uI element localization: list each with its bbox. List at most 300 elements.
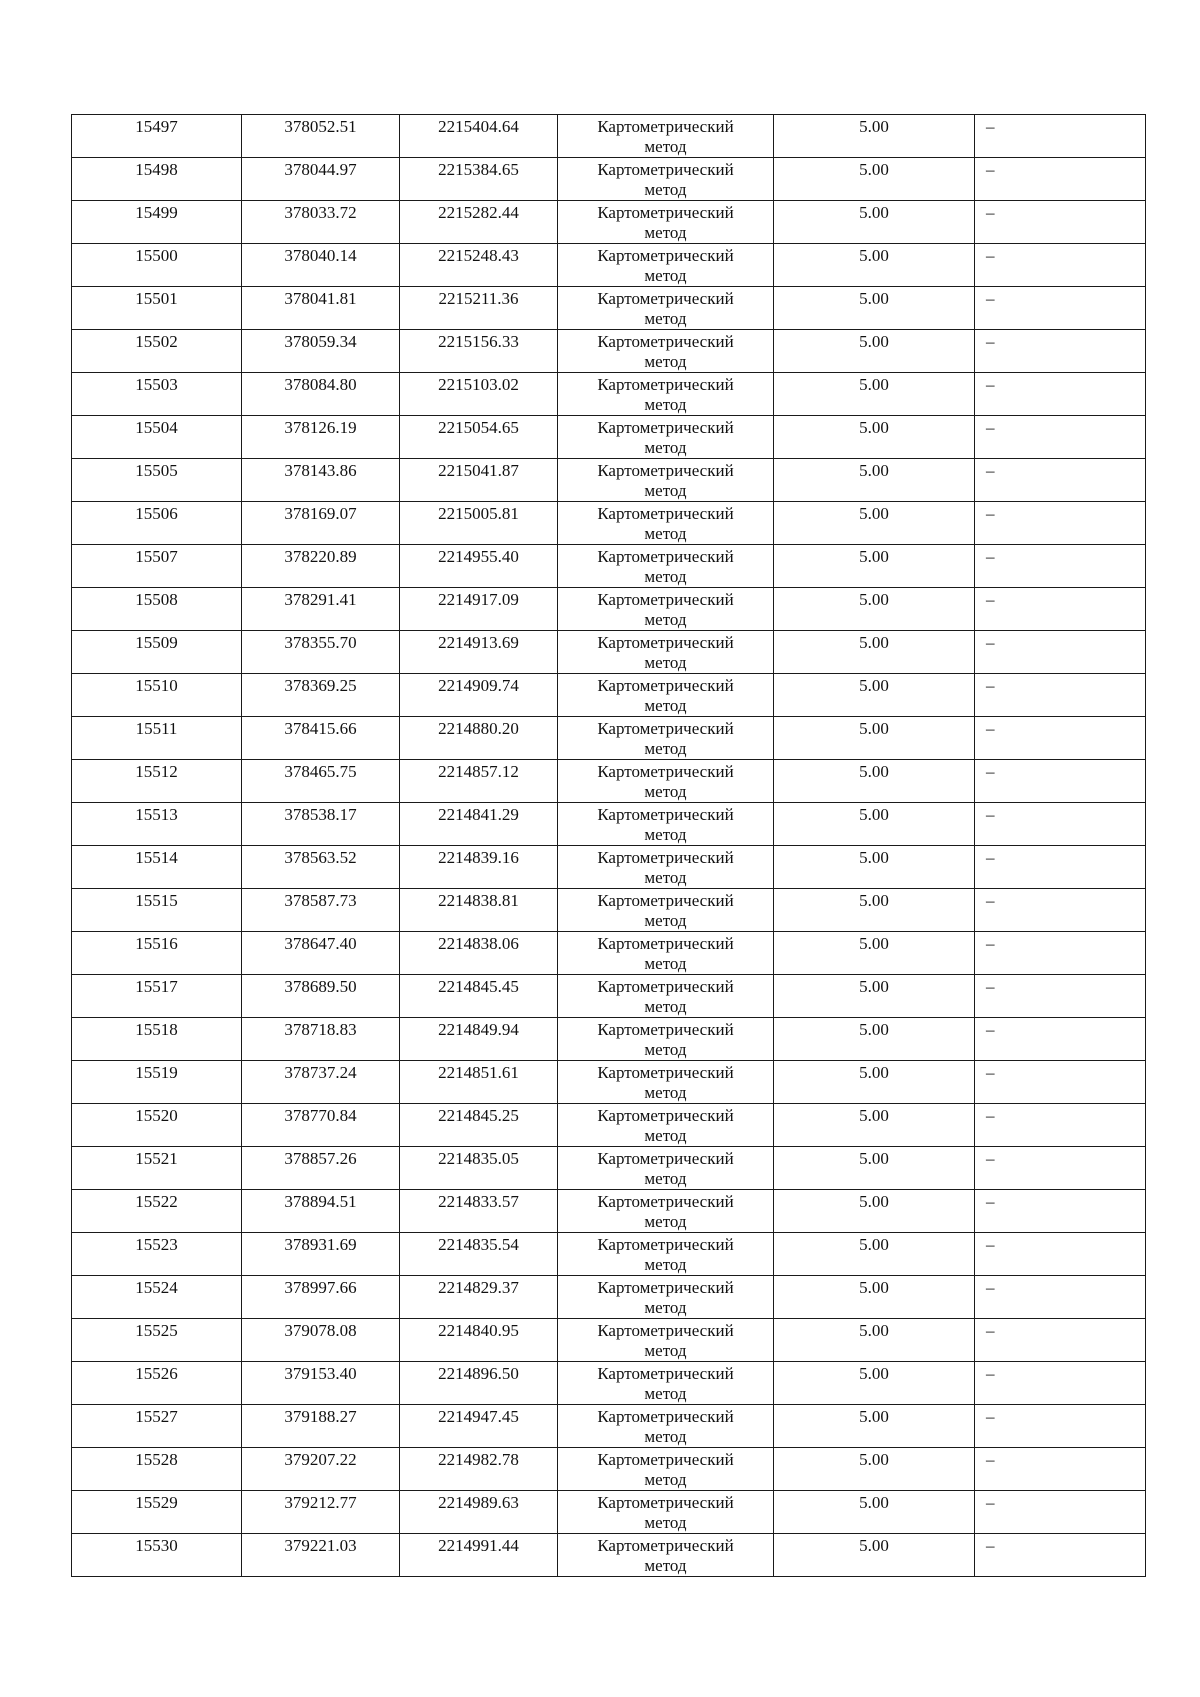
- point-number-cell: [72, 846, 242, 889]
- method-line-2: метод: [644, 1126, 687, 1145]
- x-coordinate-cell: [242, 545, 400, 588]
- x-coordinate-cell-text: 378931.69: [284, 1235, 357, 1254]
- method-line-1: Картометрический: [597, 1235, 734, 1254]
- method-cell: [558, 416, 774, 459]
- note-cell: [975, 416, 1146, 459]
- y-coordinate-cell-text: 2214835.05: [438, 1149, 519, 1168]
- point-number-cell: [72, 502, 242, 545]
- method-line-1: Картометрический: [597, 805, 734, 824]
- method-cell: [558, 373, 774, 416]
- method-cell: [558, 502, 774, 545]
- point-number-cell: [72, 1405, 242, 1448]
- table-row: [72, 330, 1146, 373]
- point-number-cell: [72, 1362, 242, 1405]
- x-coordinate-cell-text: 378355.70: [284, 633, 357, 652]
- accuracy-cell: [774, 158, 975, 201]
- accuracy-cell-text: 5.00: [859, 1450, 889, 1469]
- method-text: [558, 1534, 773, 1576]
- note-cell-text: –: [986, 1364, 995, 1383]
- accuracy-cell: [774, 760, 975, 803]
- table-row: [72, 674, 1146, 717]
- x-coordinate-cell-text: 378059.34: [284, 332, 357, 351]
- x-coordinate-cell: [242, 588, 400, 631]
- y-coordinate-cell: [400, 889, 558, 932]
- method-line-1: Картометрический: [597, 289, 734, 308]
- x-coordinate-cell-text: 379221.03: [284, 1536, 357, 1555]
- x-coordinate-cell-text: 378647.40: [284, 934, 357, 953]
- method-line-1: Картометрический: [597, 590, 734, 609]
- x-coordinate-cell: [242, 846, 400, 889]
- table-row: [72, 1534, 1146, 1577]
- point-number-cell-text: 15520: [135, 1106, 178, 1125]
- note-cell-text: –: [986, 1235, 995, 1254]
- method-line-2: метод: [644, 782, 687, 801]
- x-coordinate-cell-text: 379153.40: [284, 1364, 357, 1383]
- method-line-1: Картометрический: [597, 1321, 734, 1340]
- y-coordinate-cell: [400, 330, 558, 373]
- method-text: [558, 1061, 773, 1103]
- accuracy-cell: [774, 975, 975, 1018]
- y-coordinate-cell: [400, 760, 558, 803]
- table-row: [72, 760, 1146, 803]
- method-text: [558, 932, 773, 974]
- method-line-2: метод: [644, 309, 687, 328]
- note-cell-text: –: [986, 1321, 995, 1340]
- x-coordinate-cell: [242, 889, 400, 932]
- method-line-1: Картометрический: [597, 504, 734, 523]
- y-coordinate-cell-text: 2214838.81: [438, 891, 519, 910]
- x-coordinate-cell: [242, 1534, 400, 1577]
- table-row: [72, 803, 1146, 846]
- x-coordinate-cell-text: 378689.50: [284, 977, 357, 996]
- method-text: [558, 373, 773, 415]
- accuracy-cell-text: 5.00: [859, 1364, 889, 1383]
- method-text: [558, 330, 773, 372]
- y-coordinate-cell: [400, 158, 558, 201]
- y-coordinate-cell: [400, 1362, 558, 1405]
- point-number-cell: [72, 631, 242, 674]
- method-line-2: метод: [644, 223, 687, 242]
- accuracy-cell-text: 5.00: [859, 1106, 889, 1125]
- accuracy-cell-text: 5.00: [859, 1020, 889, 1039]
- method-text: [558, 803, 773, 845]
- point-number-cell-text: 15529: [135, 1493, 178, 1512]
- x-coordinate-cell-text: 378465.75: [284, 762, 357, 781]
- y-coordinate-cell-text: 2215282.44: [438, 203, 519, 222]
- method-line-2: метод: [644, 610, 687, 629]
- y-coordinate-cell-text: 2215005.81: [438, 504, 519, 523]
- note-cell-text: –: [986, 160, 995, 179]
- note-cell: [975, 287, 1146, 330]
- method-line-2: метод: [644, 911, 687, 930]
- table-row: [72, 1147, 1146, 1190]
- note-cell: [975, 1104, 1146, 1147]
- x-coordinate-cell-text: 378997.66: [284, 1278, 357, 1297]
- table-row: [72, 932, 1146, 975]
- y-coordinate-cell: [400, 373, 558, 416]
- y-coordinate-cell-text: 2215211.36: [438, 289, 519, 308]
- method-text: [558, 717, 773, 759]
- y-coordinate-cell-text: 2214857.12: [438, 762, 519, 781]
- x-coordinate-cell: [242, 760, 400, 803]
- method-line-2: метод: [644, 352, 687, 371]
- point-number-cell: [72, 1276, 242, 1319]
- method-line-2: метод: [644, 1255, 687, 1274]
- method-cell: [558, 846, 774, 889]
- point-number-cell-text: 15510: [135, 676, 178, 695]
- y-coordinate-cell: [400, 545, 558, 588]
- method-line-1: Картометрический: [597, 375, 734, 394]
- y-coordinate-cell-text: 2214880.20: [438, 719, 519, 738]
- method-cell: [558, 1190, 774, 1233]
- point-number-cell-text: 15530: [135, 1536, 178, 1555]
- y-coordinate-cell: [400, 502, 558, 545]
- y-coordinate-cell: [400, 588, 558, 631]
- table-row: [72, 1104, 1146, 1147]
- y-coordinate-cell-text: 2214845.45: [438, 977, 519, 996]
- y-coordinate-cell-text: 2214838.06: [438, 934, 519, 953]
- table-body: [72, 115, 1146, 1577]
- point-number-cell-text: 15511: [135, 719, 178, 738]
- point-number-cell: [72, 803, 242, 846]
- y-coordinate-cell-text: 2214947.45: [438, 1407, 519, 1426]
- x-coordinate-cell: [242, 1319, 400, 1362]
- method-line-2: метод: [644, 1384, 687, 1403]
- note-cell: [975, 115, 1146, 158]
- accuracy-cell: [774, 1319, 975, 1362]
- point-number-cell-text: 15524: [135, 1278, 178, 1297]
- note-cell: [975, 846, 1146, 889]
- accuracy-cell: [774, 330, 975, 373]
- method-cell: [558, 1362, 774, 1405]
- point-number-cell-text: 15513: [135, 805, 178, 824]
- y-coordinate-cell: [400, 1061, 558, 1104]
- method-cell: [558, 287, 774, 330]
- note-cell-text: –: [986, 289, 995, 308]
- method-line-2: метод: [644, 524, 687, 543]
- method-line-2: метод: [644, 481, 687, 500]
- accuracy-cell: [774, 1448, 975, 1491]
- note-cell: [975, 674, 1146, 717]
- method-line-2: метод: [644, 438, 687, 457]
- note-cell: [975, 1319, 1146, 1362]
- x-coordinate-cell-text: 378538.17: [284, 805, 357, 824]
- note-cell: [975, 373, 1146, 416]
- x-coordinate-cell: [242, 1491, 400, 1534]
- accuracy-cell-text: 5.00: [859, 762, 889, 781]
- method-text: [558, 760, 773, 802]
- table-row: [72, 1190, 1146, 1233]
- accuracy-cell: [774, 459, 975, 502]
- point-number-cell-text: 15504: [135, 418, 178, 437]
- method-line-2: метод: [644, 395, 687, 414]
- point-number-cell: [72, 1147, 242, 1190]
- method-text: [558, 1362, 773, 1404]
- note-cell-text: –: [986, 246, 995, 265]
- y-coordinate-cell: [400, 1104, 558, 1147]
- x-coordinate-cell-text: 378563.52: [284, 848, 357, 867]
- point-number-cell-text: 15497: [135, 117, 178, 136]
- table-row: [72, 1448, 1146, 1491]
- method-text: [558, 975, 773, 1017]
- point-number-cell-text: 15521: [135, 1149, 178, 1168]
- method-line-2: метод: [644, 997, 687, 1016]
- accuracy-cell-text: 5.00: [859, 117, 889, 136]
- method-text: [558, 846, 773, 888]
- x-coordinate-cell: [242, 287, 400, 330]
- method-cell: [558, 158, 774, 201]
- method-cell: [558, 1147, 774, 1190]
- note-cell: [975, 1061, 1146, 1104]
- method-cell: [558, 1534, 774, 1577]
- method-text: [558, 1233, 773, 1275]
- method-line-1: Картометрический: [597, 117, 734, 136]
- accuracy-cell-text: 5.00: [859, 160, 889, 179]
- accuracy-cell: [774, 1190, 975, 1233]
- table-row: [72, 1276, 1146, 1319]
- accuracy-cell: [774, 1233, 975, 1276]
- accuracy-cell: [774, 545, 975, 588]
- accuracy-cell: [774, 1104, 975, 1147]
- point-number-cell: [72, 1534, 242, 1577]
- x-coordinate-cell: [242, 416, 400, 459]
- method-cell: [558, 1276, 774, 1319]
- accuracy-cell: [774, 1534, 975, 1577]
- point-number-cell: [72, 1104, 242, 1147]
- note-cell-text: –: [986, 676, 995, 695]
- point-number-cell-text: 15505: [135, 461, 178, 480]
- x-coordinate-cell-text: 378033.72: [284, 203, 357, 222]
- method-cell: [558, 330, 774, 373]
- table-row: [72, 717, 1146, 760]
- note-cell-text: –: [986, 1536, 995, 1555]
- accuracy-cell-text: 5.00: [859, 805, 889, 824]
- method-line-1: Картометрический: [597, 332, 734, 351]
- point-number-cell-text: 15500: [135, 246, 178, 265]
- point-number-cell: [72, 459, 242, 502]
- y-coordinate-cell: [400, 287, 558, 330]
- accuracy-cell-text: 5.00: [859, 375, 889, 394]
- x-coordinate-cell: [242, 330, 400, 373]
- y-coordinate-cell-text: 2215404.64: [438, 117, 519, 136]
- y-coordinate-cell-text: 2214833.57: [438, 1192, 519, 1211]
- accuracy-cell-text: 5.00: [859, 590, 889, 609]
- note-cell: [975, 459, 1146, 502]
- note-cell-text: –: [986, 719, 995, 738]
- note-cell: [975, 1190, 1146, 1233]
- note-cell-text: –: [986, 375, 995, 394]
- y-coordinate-cell-text: 2214989.63: [438, 1493, 519, 1512]
- accuracy-cell: [774, 588, 975, 631]
- accuracy-cell: [774, 1061, 975, 1104]
- accuracy-cell-text: 5.00: [859, 418, 889, 437]
- method-line-1: Картометрический: [597, 1493, 734, 1512]
- method-line-1: Картометрический: [597, 1063, 734, 1082]
- note-cell-text: –: [986, 1450, 995, 1469]
- y-coordinate-cell-text: 2215103.02: [438, 375, 519, 394]
- point-number-cell: [72, 1061, 242, 1104]
- note-cell-text: –: [986, 1278, 995, 1297]
- method-cell: [558, 459, 774, 502]
- x-coordinate-cell: [242, 502, 400, 545]
- note-cell: [975, 545, 1146, 588]
- point-number-cell-text: 15515: [135, 891, 178, 910]
- point-number-cell-text: 15499: [135, 203, 178, 222]
- method-cell: [558, 1319, 774, 1362]
- y-coordinate-cell: [400, 717, 558, 760]
- accuracy-cell-text: 5.00: [859, 934, 889, 953]
- accuracy-cell-text: 5.00: [859, 1192, 889, 1211]
- note-cell: [975, 1362, 1146, 1405]
- point-number-cell: [72, 588, 242, 631]
- method-line-1: Картометрический: [597, 1364, 734, 1383]
- method-line-1: Картометрический: [597, 1450, 734, 1469]
- method-text: [558, 158, 773, 200]
- x-coordinate-cell-text: 379212.77: [284, 1493, 357, 1512]
- y-coordinate-cell: [400, 115, 558, 158]
- method-line-1: Картометрический: [597, 633, 734, 652]
- x-coordinate-cell: [242, 373, 400, 416]
- x-coordinate-cell-text: 378291.41: [284, 590, 357, 609]
- y-coordinate-cell: [400, 1190, 558, 1233]
- method-line-2: метод: [644, 868, 687, 887]
- method-line-1: Картометрический: [597, 461, 734, 480]
- accuracy-cell: [774, 373, 975, 416]
- note-cell: [975, 158, 1146, 201]
- point-number-cell-text: 15514: [135, 848, 178, 867]
- point-number-cell-text: 15528: [135, 1450, 178, 1469]
- y-coordinate-cell-text: 2214851.61: [438, 1063, 519, 1082]
- note-cell-text: –: [986, 1493, 995, 1512]
- point-number-cell: [72, 201, 242, 244]
- method-line-2: метод: [644, 266, 687, 285]
- x-coordinate-cell-text: 378770.84: [284, 1106, 357, 1125]
- accuracy-cell: [774, 1276, 975, 1319]
- method-text: [558, 416, 773, 458]
- x-coordinate-cell-text: 378737.24: [284, 1063, 357, 1082]
- note-cell-text: –: [986, 805, 995, 824]
- table-row: [72, 115, 1146, 158]
- note-cell: [975, 1405, 1146, 1448]
- x-coordinate-cell: [242, 1448, 400, 1491]
- accuracy-cell-text: 5.00: [859, 246, 889, 265]
- y-coordinate-cell-text: 2214839.16: [438, 848, 519, 867]
- method-line-2: метод: [644, 567, 687, 586]
- method-cell: [558, 1061, 774, 1104]
- x-coordinate-cell: [242, 1233, 400, 1276]
- table-row: [72, 588, 1146, 631]
- method-line-1: Картометрический: [597, 1192, 734, 1211]
- accuracy-cell-text: 5.00: [859, 332, 889, 351]
- method-line-1: Картометрический: [597, 1106, 734, 1125]
- point-number-cell: [72, 545, 242, 588]
- y-coordinate-cell-text: 2214829.37: [438, 1278, 519, 1297]
- point-number-cell: [72, 1319, 242, 1362]
- method-line-1: Картометрический: [597, 848, 734, 867]
- x-coordinate-cell: [242, 1362, 400, 1405]
- x-coordinate-cell-text: 378220.89: [284, 547, 357, 566]
- point-number-cell-text: 15507: [135, 547, 178, 566]
- method-line-1: Картометрический: [597, 1020, 734, 1039]
- y-coordinate-cell: [400, 1319, 558, 1362]
- note-cell: [975, 201, 1146, 244]
- note-cell-text: –: [986, 1020, 995, 1039]
- method-line-1: Картометрический: [597, 977, 734, 996]
- y-coordinate-cell: [400, 1276, 558, 1319]
- point-number-cell: [72, 975, 242, 1018]
- accuracy-cell-text: 5.00: [859, 289, 889, 308]
- method-line-2: метод: [644, 1040, 687, 1059]
- method-line-1: Картометрический: [597, 891, 734, 910]
- point-number-cell: [72, 330, 242, 373]
- x-coordinate-cell-text: 378718.83: [284, 1020, 357, 1039]
- table-row: [72, 975, 1146, 1018]
- y-coordinate-cell: [400, 244, 558, 287]
- point-number-cell: [72, 1018, 242, 1061]
- method-line-2: метод: [644, 1212, 687, 1231]
- x-coordinate-cell-text: 378052.51: [284, 117, 357, 136]
- note-cell: [975, 1448, 1146, 1491]
- note-cell: [975, 889, 1146, 932]
- note-cell-text: –: [986, 504, 995, 523]
- point-number-cell: [72, 115, 242, 158]
- x-coordinate-cell: [242, 932, 400, 975]
- note-cell: [975, 803, 1146, 846]
- point-number-cell-text: 15501: [135, 289, 178, 308]
- y-coordinate-cell: [400, 803, 558, 846]
- accuracy-cell: [774, 803, 975, 846]
- method-text: [558, 201, 773, 243]
- point-number-cell: [72, 244, 242, 287]
- method-cell: [558, 674, 774, 717]
- method-cell: [558, 803, 774, 846]
- accuracy-cell-text: 5.00: [859, 676, 889, 695]
- point-number-cell: [72, 1190, 242, 1233]
- method-line-2: метод: [644, 1513, 687, 1532]
- y-coordinate-cell-text: 2214909.74: [438, 676, 519, 695]
- point-number-cell: [72, 932, 242, 975]
- point-number-cell-text: 15523: [135, 1235, 178, 1254]
- method-line-2: метод: [644, 739, 687, 758]
- method-line-2: метод: [644, 696, 687, 715]
- x-coordinate-cell-text: 378084.80: [284, 375, 357, 394]
- method-cell: [558, 1233, 774, 1276]
- table-row: [72, 631, 1146, 674]
- y-coordinate-cell: [400, 1147, 558, 1190]
- method-line-2: метод: [644, 1083, 687, 1102]
- y-coordinate-cell: [400, 674, 558, 717]
- y-coordinate-cell-text: 2214982.78: [438, 1450, 519, 1469]
- note-cell: [975, 1147, 1146, 1190]
- table-row: [72, 459, 1146, 502]
- note-cell-text: –: [986, 332, 995, 351]
- point-number-cell-text: 15526: [135, 1364, 178, 1383]
- accuracy-cell: [774, 244, 975, 287]
- x-coordinate-cell: [242, 201, 400, 244]
- note-cell: [975, 1534, 1146, 1577]
- point-number-cell-text: 15516: [135, 934, 178, 953]
- y-coordinate-cell: [400, 1233, 558, 1276]
- y-coordinate-cell: [400, 1018, 558, 1061]
- accuracy-cell-text: 5.00: [859, 547, 889, 566]
- table-row: [72, 1061, 1146, 1104]
- note-cell-text: –: [986, 117, 995, 136]
- x-coordinate-cell: [242, 115, 400, 158]
- x-coordinate-cell: [242, 1147, 400, 1190]
- accuracy-cell-text: 5.00: [859, 1536, 889, 1555]
- method-line-1: Картометрический: [597, 160, 734, 179]
- table-row: [72, 416, 1146, 459]
